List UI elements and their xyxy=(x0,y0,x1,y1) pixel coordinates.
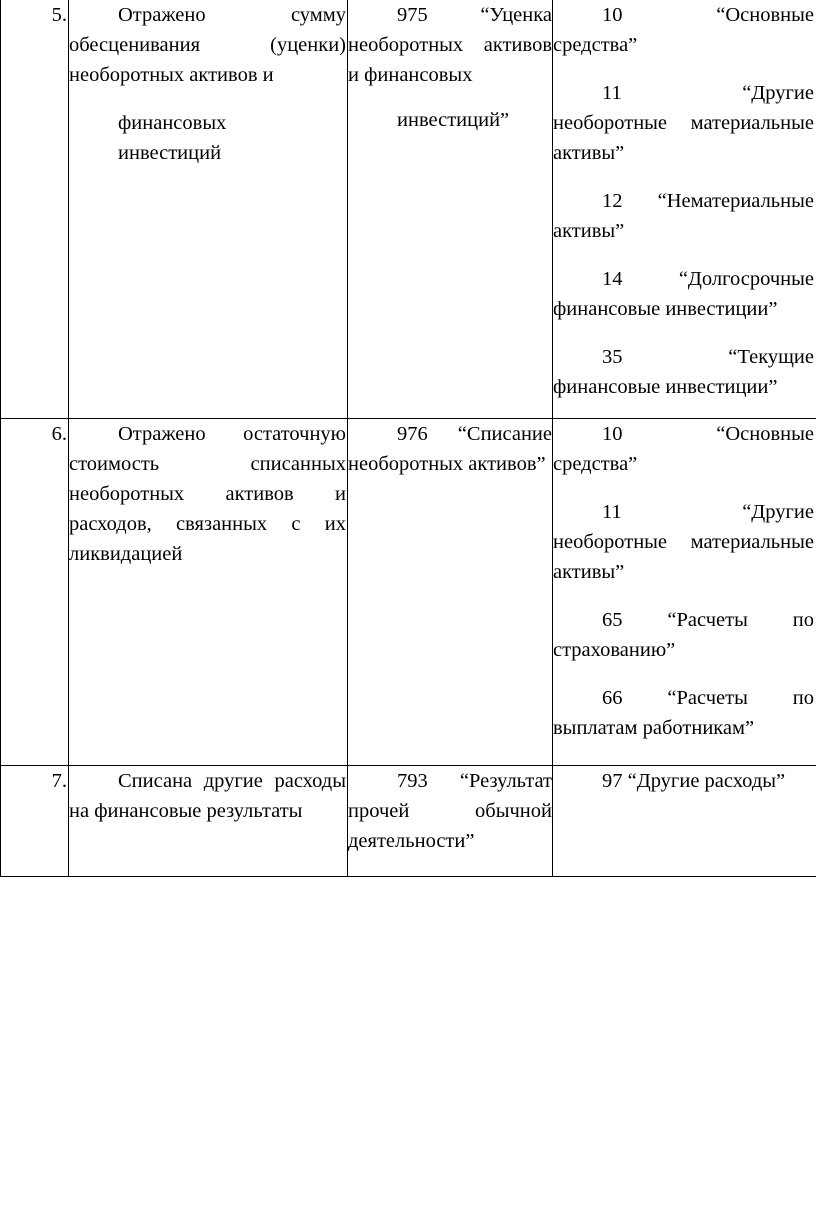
credit-accounts xyxy=(553,0,816,419)
credit-account-item: 10 “Основные средства” xyxy=(553,423,814,475)
debit-account xyxy=(348,0,553,419)
description-text xyxy=(69,108,347,168)
debit-account xyxy=(348,419,553,766)
debit-account xyxy=(348,766,553,877)
table-row xyxy=(1,0,816,419)
credit-account-item: 35 “Текущие финансовые инвестиции” xyxy=(553,346,814,398)
operation-description xyxy=(69,419,348,766)
table-row xyxy=(1,766,816,877)
credit-accounts xyxy=(553,766,816,877)
credit-account-item: 65 “Расчеты по страхованию” xyxy=(553,609,814,661)
description-text: Отражено остаточную стоимость списанных необоротных активов и расходов, связанных с их ликвидацией xyxy=(69,423,346,565)
operation-description xyxy=(69,0,348,419)
credit-account-item: 10 “Основные средства” xyxy=(553,4,814,56)
row-number: 7. xyxy=(1,766,69,877)
description-text: Отражено сумму обесценивания (уценки) необоротных активов и xyxy=(69,4,346,86)
credit-account-item: 11 “Другие необоротные материальные активы” xyxy=(553,82,814,164)
credit-account-item: 12 “Нематериальные активы” xyxy=(553,190,814,242)
credit-accounts xyxy=(553,419,816,766)
row-number: 5. xyxy=(1,0,69,419)
credit-account-item: 97 “Другие расходы” xyxy=(602,770,786,792)
description-text-cont: финансовых инвестиций xyxy=(118,112,227,164)
table-row xyxy=(1,419,816,766)
credit-account-item: 66 “Расчеты по выплатам работникам” xyxy=(553,687,814,739)
debit-text: 976 “Списание необоротных активов” xyxy=(348,423,552,475)
credit-account-item: 14 “Долгосрочные финансовые инвестиции” xyxy=(553,268,814,320)
debit-text-cont: инвестиций” xyxy=(397,109,510,131)
credit-account-item: 11 “Другие необоротные материальные активы” xyxy=(553,501,814,583)
description-text: Списана другие расходы на финансовые результаты xyxy=(69,770,346,822)
operation-description xyxy=(69,766,348,877)
debit-text: 793 “Результат прочей обычной деятельности” xyxy=(348,770,552,852)
row-number: 6. xyxy=(1,419,69,766)
debit-text: 975 “Уценка необоротных активов и финансовых xyxy=(348,4,552,86)
